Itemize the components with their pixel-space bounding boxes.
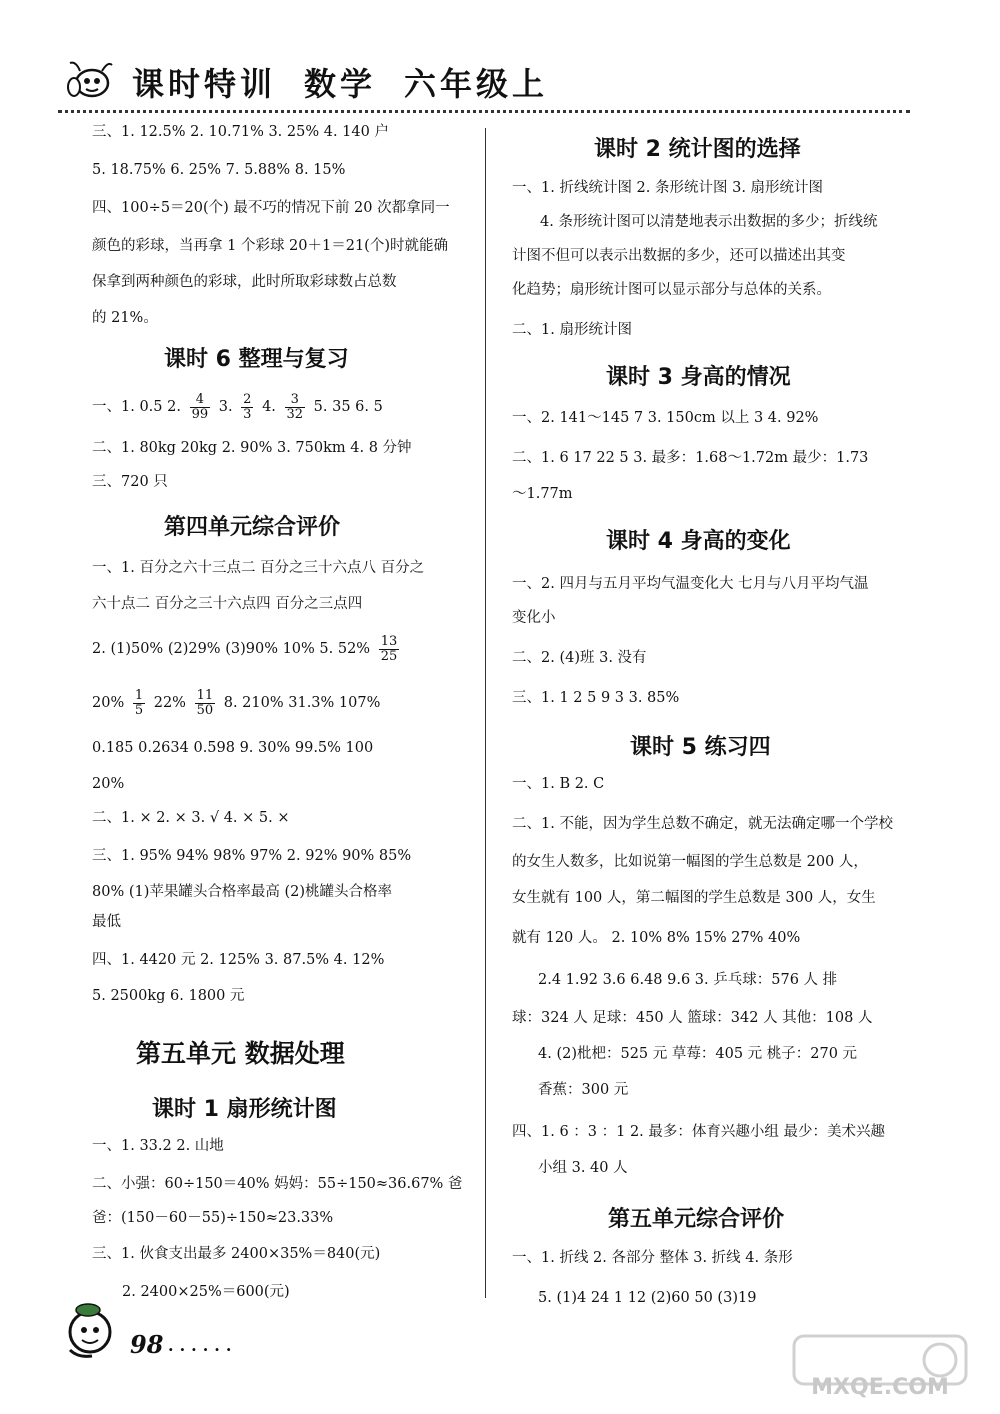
answer-line: 的女生人数多，比如说第一幅图的学生总数是 200 人， bbox=[512, 854, 868, 870]
answer-line: 三、1. 95% 94% 98% 97% 2. 92% 90% 85% bbox=[92, 848, 412, 864]
answer-line: 一、1. 折线 2. 各部分 整体 3. 折线 4. 条形 bbox=[512, 1250, 793, 1266]
answer-line: 5. 18.75% 6. 25% 7. 5.88% 8. 15% bbox=[92, 162, 346, 178]
header-series: 课时特训 bbox=[132, 65, 277, 103]
fraction: $\frac{13}{25}$ bbox=[380, 633, 398, 664]
column-divider bbox=[485, 128, 486, 1298]
page-header bbox=[60, 55, 920, 105]
fraction: $\frac{3}{32}$ bbox=[286, 391, 304, 422]
answer-line: 六十点二 百分之三十六点四 百分之三点四 bbox=[92, 596, 363, 612]
answer-line: 二、2. (4)班 3. 没有 bbox=[512, 650, 647, 666]
answer-line: 女生就有 100 人，第二幅图的学生总数是 300 人，女生 bbox=[512, 890, 876, 906]
section-heading: 第五单元综合评价 bbox=[608, 1207, 785, 1232]
answer-line: 小组 3. 40 人 bbox=[538, 1160, 628, 1176]
answer-line: 就有 120 人。 2. 10% 8% 15% 27% 40% bbox=[512, 930, 801, 946]
answer-line: 四、100÷5＝20(个) 最不巧的情况下前 20 次都拿同一 bbox=[92, 200, 450, 216]
answer-line: 二、1. 扇形统计图 bbox=[512, 322, 632, 338]
answer-line: 颜色的彩球，当再拿 1 个彩球 20＋1＝21(个)时就能确 bbox=[92, 238, 448, 254]
header-title bbox=[132, 59, 576, 105]
answer-line: 2. 2400×25%＝600(元) bbox=[122, 1284, 290, 1300]
section-heading: 课时 4 身高的变化 bbox=[606, 529, 791, 554]
header-subject: 数学 bbox=[304, 65, 377, 103]
answer-text: 3. bbox=[218, 399, 233, 415]
answer-line: 一、1. B 2. C bbox=[512, 776, 605, 792]
answer-line: 保拿到两种颜色的彩球，此时所取彩球数占总数 bbox=[92, 274, 397, 290]
section-heading: 课时 3 身高的情况 bbox=[606, 365, 791, 390]
fraction: $\frac{11}{50}$ bbox=[196, 687, 214, 718]
answer-text: 4. bbox=[262, 399, 276, 415]
mascot-footer-icon bbox=[58, 1300, 128, 1360]
answer-line: 一、1. 百分之六十三点二 百分之三十六点八 百分之 bbox=[92, 560, 425, 576]
answer-line: 最低 bbox=[92, 914, 121, 930]
answer-line: 变化小 bbox=[512, 610, 556, 626]
section-heading: 课时 1 扇形统计图 bbox=[152, 1097, 337, 1122]
answer-line: 球：324 人 足球：450 人 篮球：342 人 其他：108 人 bbox=[512, 1010, 873, 1026]
answer-line: 二、1. 不能，因为学生总数不确定，就无法确定哪一个学校 bbox=[512, 816, 893, 832]
answer-line: 化趋势；扇形统计图可以显示部分与总体的关系。 bbox=[512, 282, 831, 298]
section-heading: 第四单元综合评价 bbox=[164, 515, 341, 540]
section-heading: 课时 2 统计图的选择 bbox=[594, 137, 801, 162]
answer-line: 一、2. 141～145 7 3. 150cm 以上 3 4. 92% bbox=[512, 410, 819, 426]
answer-line: 5. 2500kg 6. 1800 元 bbox=[92, 988, 245, 1004]
answer-line: 爸：(150－60－55)÷150≈23.33% bbox=[92, 1210, 334, 1226]
answer-text: 一、1. 0.5 2. bbox=[92, 399, 181, 415]
answer-line: 4. (2)枇杷：525 元 草莓：405 元 桃子：270 元 bbox=[538, 1046, 858, 1062]
answer-text: 2. (1)50% (2)29% (3)90% 10% 5. 52% bbox=[92, 641, 371, 657]
answer-line: 二、1. 80kg 20kg 2. 90% 3. 750km 4. 8 分钟 bbox=[92, 440, 412, 456]
answer-line: 计图不但可以表示出数据的多少，还可以描述出其变 bbox=[512, 248, 846, 264]
header-dotted-rule bbox=[58, 110, 910, 113]
answer-line-fractions bbox=[92, 632, 403, 666]
answer-text: 8. 210% 31.3% 107% bbox=[223, 695, 381, 711]
answer-line: 二、小强：60÷150＝40% 妈妈：55÷150≈36.67% 爸 bbox=[92, 1176, 463, 1192]
answer-line: 2.4 1.92 3.6 6.48 9.6 3. 乒乓球：576 人 排 bbox=[538, 972, 838, 988]
answer-line: 的 21%。 bbox=[92, 310, 158, 326]
answer-line: 四、1. 4420 元 2. 125% 3. 87.5% 4. 12% bbox=[92, 952, 385, 968]
page-number: 98 bbox=[130, 1330, 164, 1359]
answer-line: 一、1. 折线统计图 2. 条形统计图 3. 扇形统计图 bbox=[512, 180, 824, 196]
answer-text: 5. 35 6. 5 bbox=[313, 399, 383, 415]
page-number-dots: ...... bbox=[168, 1336, 238, 1355]
fraction: $\frac{4}{99}$ bbox=[191, 391, 209, 422]
answer-line: 四、1. 6 ：3 ：1 2. 最多：体育兴趣小组 最少：美术兴趣 bbox=[512, 1124, 885, 1140]
answer-line: 三、1. 1 2 5 9 3 3. 85% bbox=[512, 690, 680, 706]
answer-line: 三、1. 伙食支出最多 2400×35%＝840(元) bbox=[92, 1246, 381, 1262]
answer-text: 20% bbox=[92, 695, 125, 711]
answer-line: ～1.77m bbox=[512, 486, 573, 502]
answer-line: 0.185 0.2634 0.598 9. 30% 99.5% 100 bbox=[92, 740, 374, 756]
answer-line: 一、1. 33.2 2. 山地 bbox=[92, 1138, 224, 1154]
answer-line: 80% (1)苹果罐头合格率最高 (2)桃罐头合格率 bbox=[92, 884, 393, 900]
answer-line-fractions bbox=[92, 686, 380, 720]
unit-heading: 第五单元 数据处理 bbox=[136, 1039, 345, 1068]
fraction: $\frac{1}{5}$ bbox=[134, 687, 144, 718]
answer-line: 二、1. 6 17 22 5 3. 最多：1.68～1.72m 最少：1.73 bbox=[512, 450, 869, 466]
answer-line-fractions bbox=[92, 390, 383, 424]
watermark-text: MXQE.COM bbox=[811, 1375, 949, 1400]
answer-line: 4. 条形统计图可以清楚地表示出数据的多少；折线统 bbox=[540, 214, 878, 230]
bee-mascot-icon bbox=[66, 57, 114, 101]
answer-line: 二、1. × 2. × 3. √ 4. × 5. × bbox=[92, 810, 290, 826]
answer-line: 20% bbox=[92, 776, 125, 792]
section-heading: 课时 6 整理与复习 bbox=[164, 347, 349, 372]
answer-text: 22% bbox=[153, 695, 186, 711]
answer-line: 三、720 只 bbox=[92, 474, 168, 490]
section-heading: 课时 5 练习四 bbox=[630, 735, 771, 760]
answer-line: 一、2. 四月与五月平均气温变化大 七月与八月平均气温 bbox=[512, 576, 869, 592]
answer-line: 5. (1)4 24 1 12 (2)60 50 (3)19 bbox=[538, 1290, 757, 1306]
fraction: $\frac{2}{3}$ bbox=[243, 391, 252, 422]
header-grade: 六年级上 bbox=[404, 65, 549, 103]
answer-line: 三、1. 12.5% 2. 10.71% 3. 25% 4. 140 户 bbox=[92, 124, 389, 140]
answer-line: 香蕉：300 元 bbox=[538, 1082, 629, 1098]
